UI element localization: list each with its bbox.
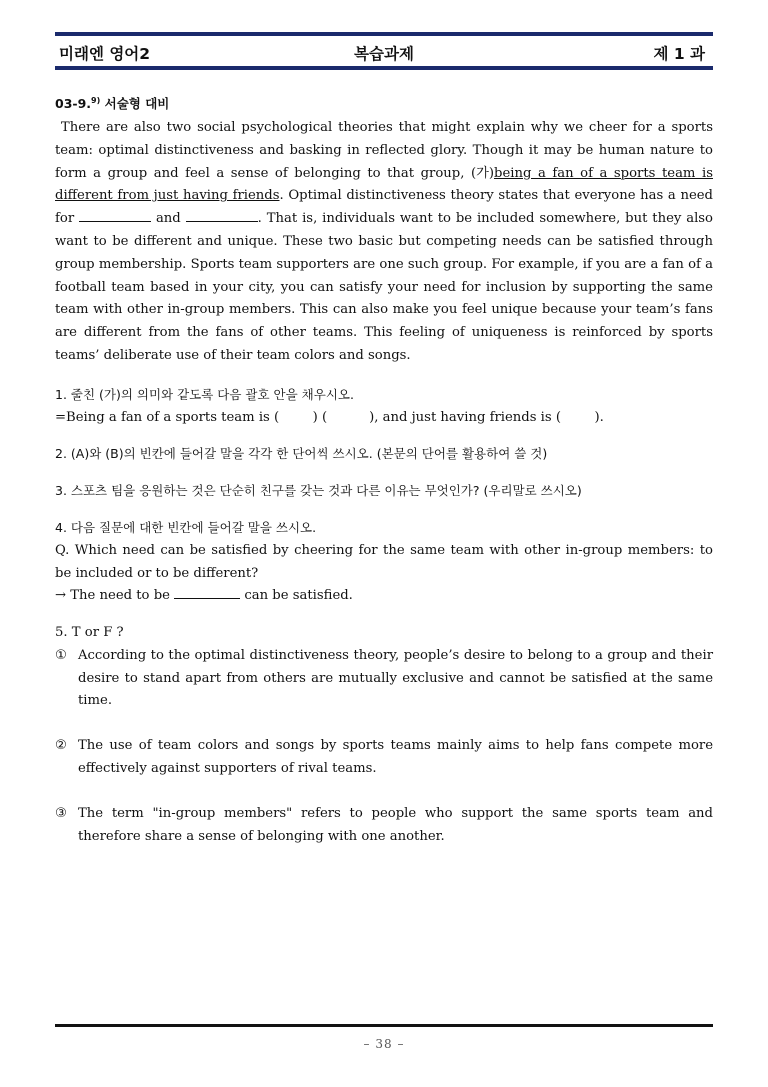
worksheet-content [55,90,713,848]
question-1-answer-line: =Being a fan of a sports team is ( ) ( ), and just having friends is ( ). [55,409,604,425]
question-5-prompt: 5. T or F ? [55,625,124,641]
tf-item-text: The use of team colors and songs by sports teams mainly aims to help fans compete more effectively against supporters of rival teams. [78,738,713,777]
question-4-question: Q. Which need can be satisfied by cheering for the same team with other in-group members: to be included or to be different? [55,542,713,581]
reading-passage [55,117,713,368]
passage-part-2: . Optimal distinctiveness theory states that everyone has a need for [55,188,713,227]
tf-item-number: ① [55,647,67,663]
tf-item [55,645,713,713]
question-4-blank [174,585,240,599]
question-4-answer-suffix: can be satisfied. [244,588,353,604]
passage-part-3: . That is, individuals want to be included somewhere, but they also want to be different and unique. These two basic but competing needs can be satisfied through group membership. Sports team supporters are one such group. For example, if you are a fan of a football team based in your city, you can satisfy your need for inclusion by supporting the same team with other in-group members. This can also make you feel unique because your team’s fans are different from the fans of other teams. This feeling of uniqueness is reinforced by sports teams’ deliberate use of their team colors and songs. [55,211,714,363]
tf-item-text: The term "in-group members" refers to people who support the same sports team and therefore share a sense of belonging with one another. [78,805,713,844]
section-heading [55,90,713,116]
tf-item [55,735,713,781]
question-4-answer-prefix: → The need to be [55,588,170,604]
header-textbook-title: 미래엔 영어2 [59,45,151,63]
section-number: 03-9. [55,96,92,112]
blank-a [79,208,151,222]
question-5 [55,622,713,848]
question-4-prompt: 4. 다음 질문에 대한 빈칸에 들어갈 말을 쓰시오. [55,519,317,535]
section-footnote-mark: 9) [91,96,101,105]
passage-part-1: There are also two social psychological theories that might explain why we cheer for a sports team: optimal distinctiveness and basking in reflected glory. Though it may be human nature to form a group and feel a sense of belonging to that group, (가) [55,119,713,181]
question-4-answer [55,585,713,608]
question-1-prompt: 1. 줄친 (가)의 의미와 같도록 다음 괄호 안을 채우시오. [55,386,354,402]
tf-item-number: ② [55,738,67,754]
tf-item-number: ③ [55,805,67,821]
tf-item-text: According to the optimal distinctiveness theory, people’s desire to belong to a group and their desire to stand apart from others are mutually exclusive and cannot be satisfied at the same time. [78,647,713,709]
question-2 [55,443,713,466]
underlined-phrase-ga: being a fan of a sports team is different from just having friends [55,165,713,204]
header-lesson-number: 제 1 과 [653,45,705,63]
blank-b [186,208,258,222]
question-4 [55,517,713,608]
question-3-prompt: 3. 스포츠 팀을 응원하는 것은 단순히 친구를 갖는 것과 다른 이유는 무엇인가? (우리말로 쓰시오) [55,483,582,499]
page-number: – 38 – [363,1037,405,1051]
question-1 [55,384,713,430]
tf-item [55,803,713,849]
passage-and: and [155,211,181,227]
footer-rule [55,1024,713,1027]
section-title: 서술형 대비 [104,96,170,112]
header-assignment-title: 복습과제 [354,45,414,63]
header-top-rule [55,32,713,36]
question-2-prompt: 2. (A)와 (B)의 빈칸에 들어갈 말을 각각 한 단어씩 쓰시오. (본문의 단어를 활용하여 쓸 것) [55,446,548,462]
question-3 [55,480,713,503]
header-bottom-rule [55,66,713,70]
page-header [55,40,713,64]
